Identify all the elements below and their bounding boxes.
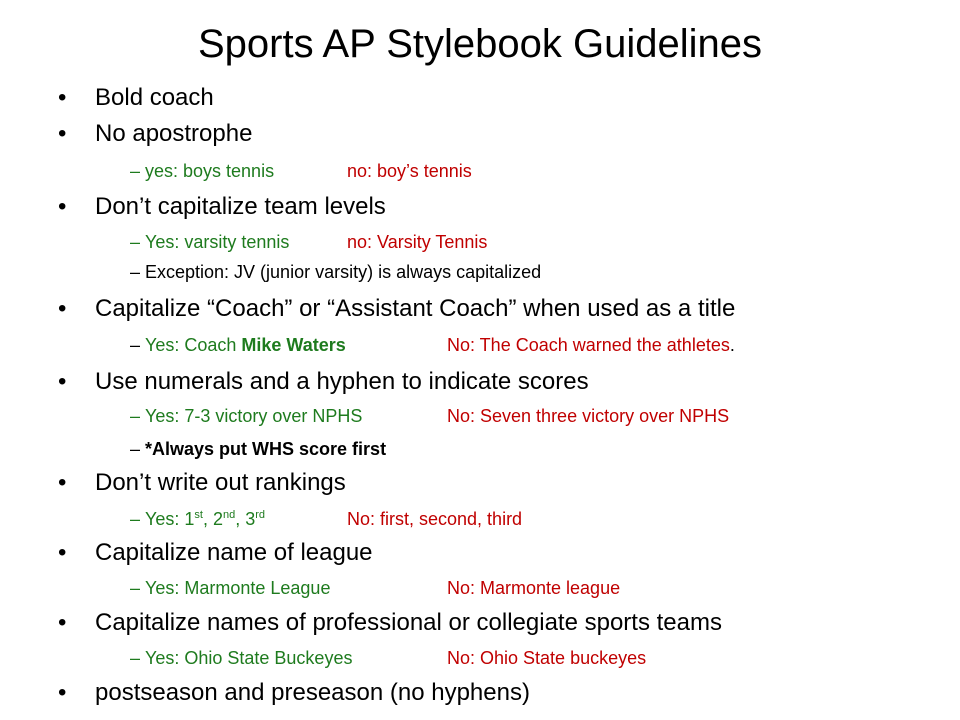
no-example-group (447, 332, 735, 358)
sub-item (130, 436, 386, 462)
bullet-icon: • (58, 609, 67, 636)
sub-item (130, 332, 850, 358)
no-example: no: boy’s tennis (347, 161, 472, 181)
no-example: No: first, second, third (347, 509, 523, 529)
sub-item (130, 645, 850, 671)
rank-3-suffix: rd (255, 509, 266, 521)
bullet-text: Don’t capitalize team levels (95, 193, 386, 220)
sub-item (130, 506, 850, 532)
rank-2: 2 (212, 509, 223, 529)
yes-example: Yes: Ohio State Buckeyes (145, 648, 353, 668)
separator: , (202, 509, 213, 529)
no-example: no: Varsity Tennis (347, 232, 488, 252)
bullet-icon: • (58, 120, 67, 147)
dash-icon: – (130, 439, 141, 459)
dash-icon: – (130, 578, 141, 598)
bullet-item (58, 82, 214, 114)
no-example: No: Ohio State buckeyes (447, 648, 647, 668)
dash-icon: – (130, 648, 141, 668)
coach-name: Mike Waters (241, 335, 346, 355)
yes-example: Yes: 7-3 victory over NPHS (145, 406, 363, 426)
dash-icon: – (130, 262, 141, 282)
bullet-text: Capitalize name of league (95, 539, 373, 566)
bullet-text: No apostrophe (95, 120, 253, 147)
sub-item (130, 403, 850, 429)
note-bold: *Always put WHS score first (145, 439, 387, 459)
bullet-text: Use numerals and a hyphen to indicate scores (95, 368, 589, 395)
bullet-item (58, 677, 530, 709)
bullet-icon: • (58, 295, 67, 322)
bullet-text: Don’t write out rankings (95, 469, 346, 496)
bullet-item (58, 607, 722, 639)
bullet-icon: • (58, 368, 67, 395)
bullet-icon: • (58, 193, 67, 220)
sub-item (130, 259, 541, 285)
rank-3: 3 (245, 509, 256, 529)
dash-icon: – (130, 161, 141, 181)
bullet-icon: • (58, 469, 67, 496)
bullet-item (58, 537, 373, 569)
separator: , (235, 509, 246, 529)
yes-prefix: Yes: (145, 509, 185, 529)
bullet-item (58, 191, 386, 223)
bullet-icon: • (58, 679, 67, 706)
yes-example: yes: boys tennis (145, 161, 275, 181)
no-example: No: Seven three victory over NPHS (447, 406, 730, 426)
bullet-icon: • (58, 84, 67, 111)
sub-item (130, 575, 850, 601)
dash-icon: – (130, 232, 141, 252)
yes-example: Yes: Marmonte League (145, 578, 331, 598)
bullet-text: Bold coach (95, 84, 214, 111)
bullet-text: Capitalize “Coach” or “Assistant Coach” when used as a title (95, 295, 736, 322)
dash-icon: – (130, 509, 141, 529)
bullet-item (58, 467, 346, 499)
no-example: No: Marmonte league (447, 578, 621, 598)
slide-title: Sports AP Stylebook Guidelines (197, 22, 763, 66)
bullet-item (58, 366, 589, 398)
rank-2-suffix: nd (222, 509, 236, 521)
sub-item (130, 229, 850, 255)
no-example: No: The Coach warned the athletes (447, 335, 730, 355)
bullet-item (58, 118, 252, 150)
period: . (729, 335, 735, 355)
bullet-text: postseason and preseason (no hyphens) (95, 679, 530, 706)
bullet-icon: • (58, 539, 67, 566)
sub-item (130, 158, 850, 184)
sub-text: Exception: JV (junior varsity) is always capitalized (145, 262, 542, 282)
yes-example: Yes: Coach (145, 335, 242, 355)
rank-1: 1 (184, 509, 195, 529)
yes-example: Yes: varsity tennis (145, 232, 290, 252)
bullet-text: Capitalize names of professional or collegiate sports teams (95, 609, 722, 636)
bullet-item (58, 293, 735, 325)
rank-1-suffix: st (194, 509, 203, 521)
dash-icon: – (130, 335, 141, 355)
dash-icon: – (130, 406, 141, 426)
